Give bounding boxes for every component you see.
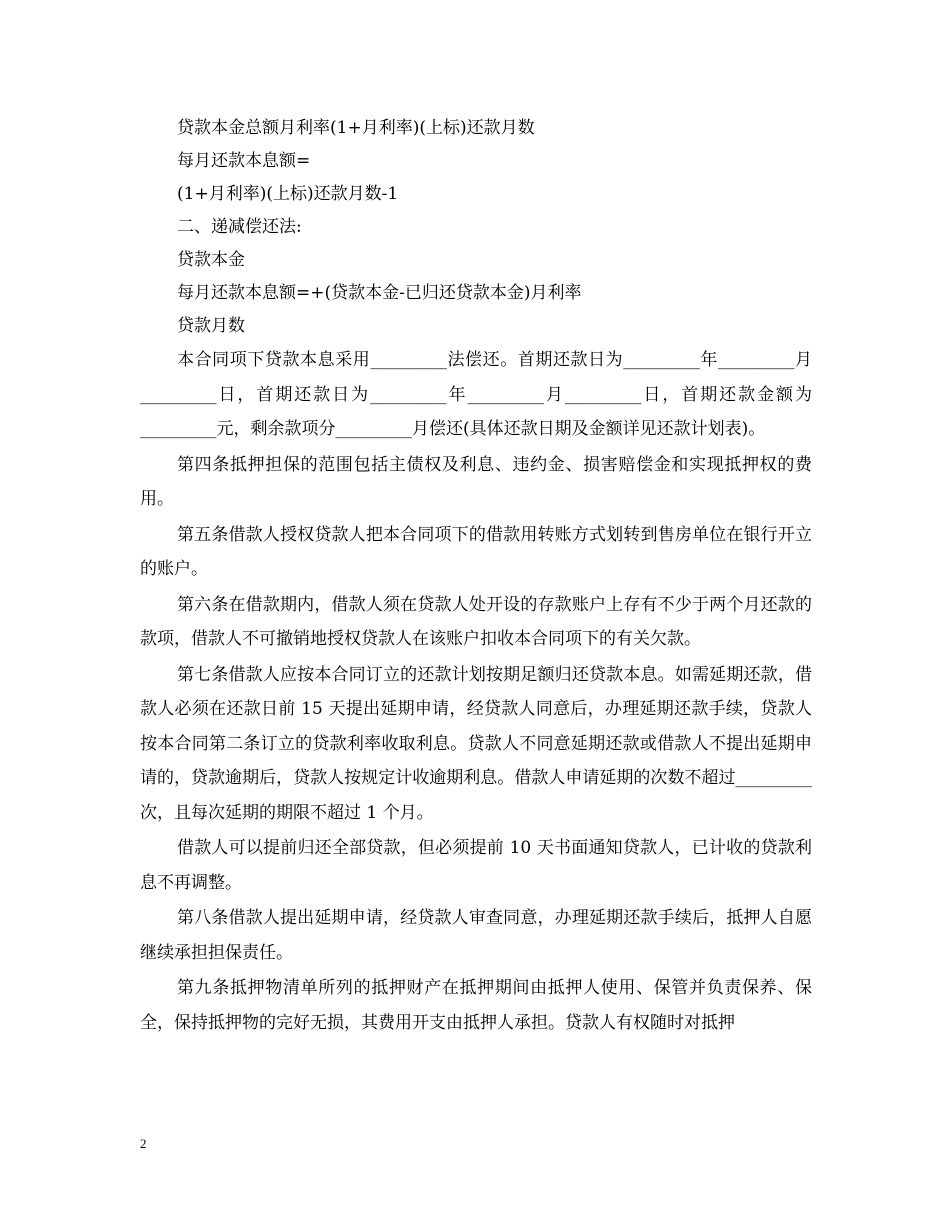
paragraph-article-6: 第六条在借款期内，借款人须在贷款人处开设的存款账户上存有不少于两个月还款的款项，借款人不可撤销地授权贷款人在该账户扣收本合同项下的有关欠款。 xyxy=(140,594,812,649)
formula-line-principal: 贷款本金 xyxy=(177,250,245,270)
paragraph-article-9: 第九条抵押物清单所列的抵押财产在抵押期间由抵押人使用、保管并负责保养、保全，保持抵押物的完好无损，其费用开支由抵押人承担。贷款人有权随时对抵押 xyxy=(140,978,812,1033)
paragraph-early-repayment: 借款人可以提前归还全部贷款，但必须提前 10 天书面通知贷款人，已计收的贷款利息不再调整。 xyxy=(140,838,812,893)
formula-line-monthly-payment: 每月还款本息额=+(贷款本金-已归还贷款本金)月利率 xyxy=(177,283,582,303)
formula-line-numerator: 贷款本金总额月利率(1+月利率)(上标)还款月数 xyxy=(177,118,535,138)
paragraph-article-4: 第四条抵押担保的范围包括主债权及利息、违约金、损害赔偿金和实现抵押权的费用。 xyxy=(140,454,812,509)
page-number: 2 xyxy=(140,1136,147,1151)
paragraph-article-7: 第七条借款人应按本合同订立的还款计划按期足额归还贷款本息。如需延期还款，借款人必须在还款日前 15 天提出延期申请，经贷款人同意后，办理延期还款手续，贷款人按本合同第二条订立的贷款利率收取利息。贷款人不同意延期还款或借款人不提出延期申请的，贷款逾期后，贷款人按规定计收逾期利息。借款人申请延期的次数不超过_________次，且每次延期的期限不超过 1 个月。 xyxy=(140,664,812,823)
formula-line-denominator: (1+月利率)(上标)还款月数-1 xyxy=(177,184,399,204)
paragraph-article-5: 第五条借款人授权贷款人把本合同项下的借款用转账方式划转到售房单位在银行开立的账户。 xyxy=(140,524,812,579)
paragraph-repayment-terms: 本合同项下贷款本息采用_________法偿还。首期还款日为_________年_________月_________日，首期还款日为_________年_________月_________日，首期还款金额为_________元，剩余款项分_________月偿还(具体还款日期及金额详见还款计划表)。 xyxy=(140,350,812,439)
formula-line-label: 每月还款本息额= xyxy=(177,151,311,171)
section-heading-decreasing-repayment: 二、递减偿还法: xyxy=(177,217,302,237)
document-body xyxy=(140,112,812,1040)
formula-line-months: 贷款月数 xyxy=(177,316,245,336)
paragraph-article-8: 第八条借款人提出延期申请，经贷款人审查同意，办理延期还款手续后，抵押人自愿继续承担担保责任。 xyxy=(140,908,812,963)
